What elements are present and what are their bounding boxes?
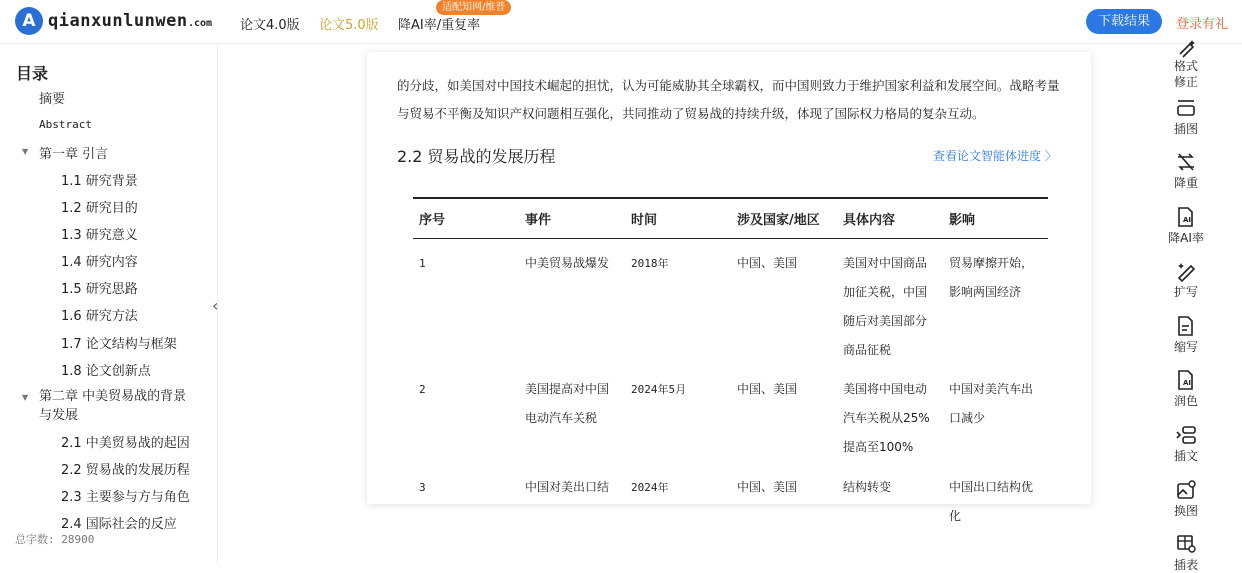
svg-text:AI: AI xyxy=(1183,379,1192,387)
svg-text:AI: AI xyxy=(1183,216,1192,224)
top-bar xyxy=(0,0,1242,44)
tool-column xyxy=(1163,44,1209,572)
toc-item-abstract-cn[interactable]: 摘要 xyxy=(39,92,66,107)
table-row xyxy=(413,239,1048,366)
tool-label: 插表 xyxy=(1173,558,1198,572)
body-paragraph: 的分歧，如美国对中国技术崛起的担忧，认为可能威胁其全球霸权，而中国则致力于维护国家利益和发展空间。战略考量与贸易不平衡及知识产权问题相互强化，共同推动了贸易战的持续升级，体现了国际权力格局的复杂互动。 xyxy=(397,78,1060,121)
col-header-time: 时间 xyxy=(625,198,731,239)
toc-title: 目录 xyxy=(16,64,49,83)
table-row xyxy=(413,463,1048,531)
col-header-index: 序号 xyxy=(413,198,519,239)
toc-item-1-6[interactable]: 1.6 研究方法 xyxy=(61,309,138,324)
format-fix-icon xyxy=(1175,38,1197,56)
table-row xyxy=(413,365,1048,463)
table-cell: 1 xyxy=(419,257,426,270)
tool-reduce-ai[interactable] xyxy=(1163,207,1209,246)
nav-paper-v5[interactable]: 论文5.0版 xyxy=(319,18,379,33)
table-cell: 中国、美国 xyxy=(737,256,798,270)
tool-expand[interactable] xyxy=(1163,261,1209,300)
table-cell: 2024年5月 xyxy=(631,383,687,396)
tool-label: 插文 xyxy=(1173,449,1198,463)
table-cell: 2 xyxy=(419,383,426,396)
table-cell: 中国对美出口结 xyxy=(525,480,610,494)
toc-list[interactable] xyxy=(0,84,210,532)
table-cell: 美国对中国商品加征关税，中国随后对美国部分商品征税 xyxy=(843,256,928,357)
table-cell: 中国对美汽车出口减少 xyxy=(949,382,1034,425)
table-cell: 2018年 xyxy=(631,257,669,270)
toc-item-2-4[interactable]: 2.4 国际社会的反应 xyxy=(61,517,177,532)
toc-item-2-1[interactable]: 2.1 中美贸易战的起因 xyxy=(61,436,190,451)
insert-table-icon xyxy=(1175,534,1197,554)
tool-insert-table[interactable] xyxy=(1163,534,1209,573)
logo-icon[interactable]: A xyxy=(15,7,43,35)
shorten-icon xyxy=(1175,316,1197,336)
nav-paper-v4[interactable]: 论文4.0版 xyxy=(240,18,300,33)
table-header-row xyxy=(413,198,1048,239)
tool-replace-image[interactable] xyxy=(1163,480,1209,519)
table-cell: 美国将中国电动汽车关税从25%提高至100% xyxy=(843,382,930,454)
toc-item-1-3[interactable]: 1.3 研究意义 xyxy=(61,228,138,243)
reduce-duplicate-icon xyxy=(1175,152,1197,172)
polish-icon xyxy=(1175,370,1197,390)
tool-label: 换图 xyxy=(1173,504,1198,518)
toc-item-chapter-2[interactable]: 第二章 中美贸易战的背景与发展 xyxy=(39,389,187,423)
compat-badge: 适配知网/维普 xyxy=(436,0,511,15)
tool-label: 降重 xyxy=(1173,176,1198,190)
reduce-ai-icon xyxy=(1175,207,1197,227)
toc-item-abstract-en[interactable]: Abstract xyxy=(39,118,92,131)
login-gift-link[interactable]: 登录有礼 xyxy=(1176,17,1229,32)
col-header-event: 事件 xyxy=(519,198,625,239)
table-cell: 中国出口结构优化 xyxy=(949,480,1034,523)
col-header-countries: 涉及国家/地区 xyxy=(731,198,837,239)
agent-progress-link[interactable]: 查看论文智能体进度 〉 xyxy=(933,149,1057,163)
brand-name[interactable]: qianxunlunwen xyxy=(48,11,188,31)
table-cell: 美国提高对中国电动汽车关税 xyxy=(525,382,610,425)
tool-label: 润色 xyxy=(1173,394,1198,408)
table-cell: 中美贸易战爆发 xyxy=(525,256,610,270)
toc-item-1-2[interactable]: 1.2 研究目的 xyxy=(61,201,138,216)
tool-shorten[interactable] xyxy=(1163,316,1209,355)
caret-down-icon[interactable]: ▼ xyxy=(22,147,29,156)
word-count: 总字数: 28900 xyxy=(15,533,95,546)
toc-item-1-7[interactable]: 1.7 论文结构与框架 xyxy=(61,337,177,352)
tool-insert-text[interactable] xyxy=(1163,425,1209,464)
replace-image-icon xyxy=(1175,480,1197,500)
brand-suffix: .com xyxy=(188,18,213,29)
table-cell: 贸易摩擦开始，影响两国经济 xyxy=(949,256,1034,299)
insert-image-icon xyxy=(1175,98,1197,118)
toc-item-2-2[interactable]: 2.2 贸易战的发展历程 xyxy=(61,463,190,478)
table-cell: 结构转变 xyxy=(843,480,892,494)
table-cell: 3 xyxy=(419,481,426,494)
tool-label: 缩写 xyxy=(1173,340,1198,354)
tool-insert-image[interactable] xyxy=(1163,98,1209,137)
toc-item-1-1[interactable]: 1.1 研究背景 xyxy=(61,174,138,189)
insert-text-icon xyxy=(1175,425,1197,445)
download-results-button[interactable]: 下载结果 xyxy=(1086,9,1162,34)
tool-label: 插图 xyxy=(1173,122,1198,136)
tool-label: 格式修正 xyxy=(1173,59,1198,89)
toc-item-1-4[interactable]: 1.4 研究内容 xyxy=(61,255,138,270)
toc-item-chapter-1[interactable]: 第一章 引言 xyxy=(39,147,109,162)
events-table xyxy=(413,197,1048,531)
toc-item-2-3[interactable]: 2.3 主要参与方与角色 xyxy=(61,490,190,505)
chevron-left-icon[interactable]: ‹ xyxy=(212,296,219,315)
tool-label: 降AI率 xyxy=(1168,231,1204,245)
tool-format-fix[interactable] xyxy=(1163,38,1209,90)
table-cell: 中国、美国 xyxy=(737,382,798,396)
expand-icon xyxy=(1175,261,1197,281)
table-cell: 2024年 xyxy=(631,481,669,494)
toc-sidebar xyxy=(0,44,218,565)
caret-down-icon[interactable]: ▼ xyxy=(22,393,29,402)
col-header-details: 具体内容 xyxy=(837,198,943,239)
tool-polish[interactable] xyxy=(1163,370,1209,409)
tool-label: 扩写 xyxy=(1173,285,1198,299)
section-heading: 2.2 贸易战的发展历程 xyxy=(397,147,556,166)
table-cell: 中国、美国 xyxy=(737,480,798,494)
tool-reduce-duplicate[interactable] xyxy=(1163,152,1209,191)
col-header-impact: 影响 xyxy=(943,198,1048,239)
toc-item-1-5[interactable]: 1.5 研究思路 xyxy=(61,282,138,297)
nav-reduce-ai-rate[interactable]: 降AI率/重复率 xyxy=(398,18,481,33)
toc-item-1-8[interactable]: 1.8 论文创新点 xyxy=(61,364,151,379)
document-page xyxy=(367,52,1091,523)
